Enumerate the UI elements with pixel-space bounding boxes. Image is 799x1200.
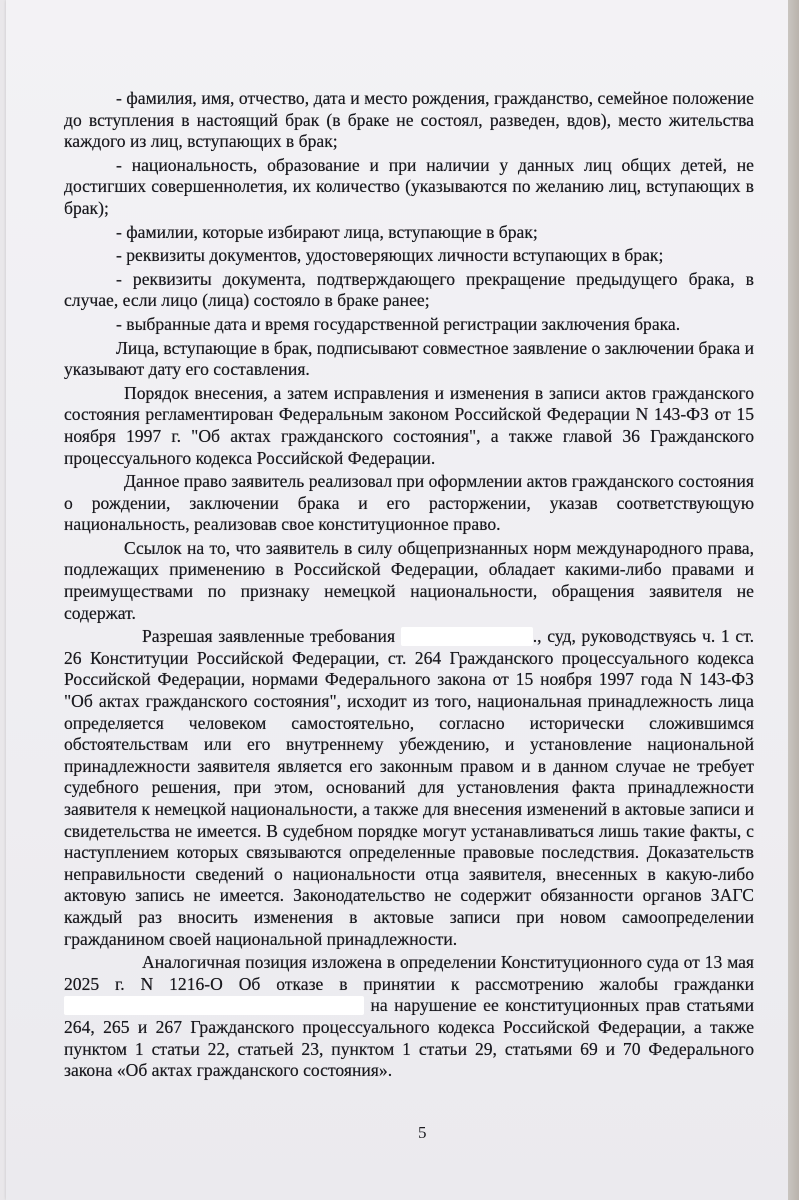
document-body xyxy=(64,88,754,1084)
page-number: 5 xyxy=(418,1123,427,1142)
paragraph: - реквизиты документов, удостоверяющих личности вступающих в брак; xyxy=(116,245,664,266)
paragraph-text: на нарушение ее конституционных прав статьями 264, 265 и 267 Гражданского процессуального кодекса Российской Федерации, а также пунктом 1 статьи 22, статьей 23, пунктом 1 статьи 29, статьями 69 и 70 Федерального закона «Об актах гражданского состояния». xyxy=(64,995,754,1081)
paragraph: - национальность, образование и при наличии у данных лиц общих детей, не достигших совершеннолетия, их количество (указываются по желанию лиц, вступающих в брак); xyxy=(64,154,754,218)
paragraph: - реквизиты документа, подтверждающего прекращение предыдущего брака, в случае, если лицо (лица) состояло в браке ранее; xyxy=(64,268,754,311)
paragraph: - фамилии, которые избирают лица, вступающие в брак; xyxy=(116,221,538,242)
paragraph-text: Аналогичная позиция изложена в определении Конституционного суда от 13 мая 2025 г. N 1216-О Об отказе в принятии к рассмотрению жалобы гражданки xyxy=(64,952,754,994)
paragraph: Ссылок на то, что заявитель в силу общепризнанных норм международного права, подлежащих применению в Российской Федерации, обладает какими-либо правами и преимуществами по признаку немецкой национальности, обращения заявителя не содержат. xyxy=(64,537,754,623)
paragraph xyxy=(64,952,754,1082)
paragraph xyxy=(64,626,754,950)
document-page xyxy=(6,0,788,1200)
paragraph: Лица, вступающие в брак, подписывают совместное заявление о заключении брака и указывают дату его составления. xyxy=(64,337,754,380)
paragraph: - выбранные дата и время государственной регистрации заключения брака. xyxy=(116,313,681,334)
paragraph: - фамилия, имя, отчество, дата и место рождения, гражданство, семейное положение до вступления в настоящий брак (в браке не состоял, разведен, вдов), место жительства каждого из лиц, вступающих в брак; xyxy=(64,88,754,152)
redaction-box xyxy=(401,627,533,646)
paragraph: Порядок внесения, а затем исправления и изменения в записи актов гражданского состояния регламентирован Федеральным законом Российской Федерации N 143-ФЗ от 15 ноября 1997 г. "Об актах гражданского состояния", а также главой 36 Гражданского процессуального кодекса Российской Федерации. xyxy=(64,382,754,468)
page-edge-shadow xyxy=(788,0,799,1200)
paragraph-text: ., суд, руководствуясь ч. 1 ст. 26 Конституции Российской Федерации, ст. 264 Гражданского процессуального кодекса Российской Федерации, нормами Федерального закона от 15 ноября 1997 года N 143-ФЗ "Об актах гражданского состояния", исходит из того, национальная принадлежность лица определяется человеком самостоятельно, согласно исторически сложившимся обстоятельствам или его внутреннему убеждению, и установление национальной принадлежности заявителя является его законным правом и в данном случае не требует судебного решения, при этом, оснований для установления факта принадлежности заявителя к немецкой национальности, а также для внесения изменений в актовые записи и свидетельства не имеется. В судебном порядке могут устанавливаться лишь такие факты, с наступлением которых связываются определенные правовые последствия. Доказательств неправильности сведений о национальности отца заявителя, внесенных в какую-либо актовую запись не имеется. Законодательство не содержит обязанности органов ЗАГС каждый раз вносить изменения в актовые записи при новом самоопределении гражданином своей национальной принадлежности. xyxy=(64,626,755,949)
paragraph: Данное право заявитель реализовал при оформлении актов гражданского состояния о рождении, заключении брака и его расторжении, указав соответствующую национальность, реализовав свое конституционное право. xyxy=(64,471,754,535)
paragraph-text: Разрешая заявленные требования xyxy=(142,626,401,647)
redaction-box xyxy=(64,996,364,1015)
